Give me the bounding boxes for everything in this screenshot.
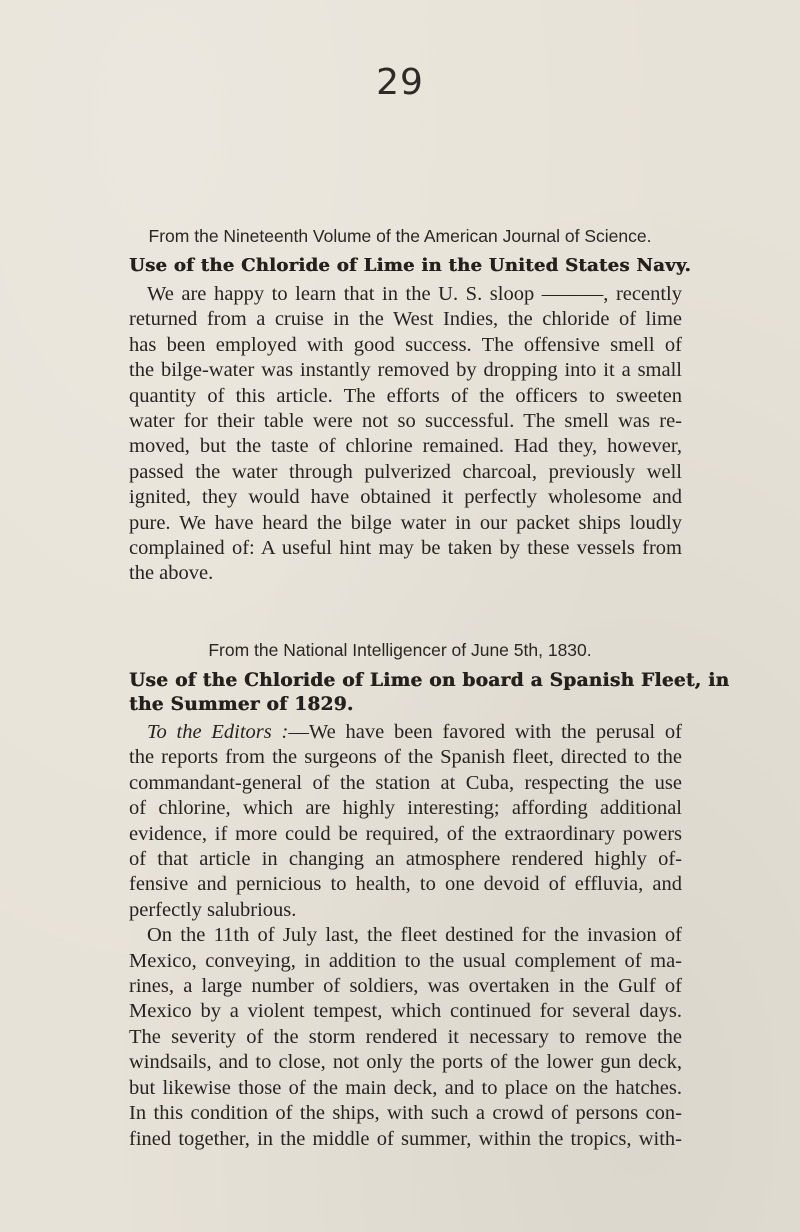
body-line: water for their table were not so successful. The smell was re- bbox=[129, 410, 682, 433]
page-number: 29 bbox=[376, 62, 424, 103]
body-line: fensive and pernicious to health, to one devoid of effluvia, and bbox=[129, 873, 682, 896]
body-line: fined together, in the middle of summer, within the tropics, with- bbox=[129, 1127, 682, 1150]
body-line bbox=[129, 720, 682, 745]
body-line: of chlorine, which are highly interesting; affording additional bbox=[129, 797, 682, 820]
body-line: We are happy to learn that in the U. S. sloop ———, recently bbox=[147, 283, 682, 305]
body-line: moved, but the taste of chlorine remained. Had they, however, bbox=[129, 435, 682, 458]
body-line: ignited, they would have obtained it perfectly wholesome and bbox=[129, 486, 682, 509]
body-line: the bilge-water was instantly removed by dropping into it a small bbox=[129, 359, 682, 382]
body-line: the above. bbox=[129, 562, 214, 585]
body-line: The severity of the storm rendered it necessary to remove the bbox=[129, 1025, 682, 1048]
body-line-text: —We have been favored with the perusal of bbox=[288, 721, 682, 743]
article-body-2 bbox=[129, 720, 682, 1152]
body-line: Mexico by a violent tempest, which continued for several days. bbox=[129, 1000, 682, 1023]
body-line: perfectly salubrious. bbox=[129, 898, 297, 921]
body-line: pure. We have heard the bilge water in our packet ships loudly bbox=[129, 511, 682, 534]
article-heading-2-line1: Use of the Chloride of Lime on board a Spanish Fleet, in bbox=[129, 670, 730, 691]
body-line: commandant-general of the station at Cuba, respecting the use bbox=[129, 771, 682, 794]
salutation: To the Editors : bbox=[147, 721, 289, 743]
article-heading-2-line2: the Summer of 1829. bbox=[129, 694, 354, 715]
body-line: complained of: A useful hint may be taken by these vessels from bbox=[129, 537, 682, 560]
body-line: returned from a cruise in the West Indies, the chloride of lime bbox=[129, 308, 682, 331]
body-line: rines, a large number of soldiers, was overtaken in the Gulf of bbox=[129, 975, 682, 998]
body-line: In this condition of the ships, with such a crowd of persons con- bbox=[129, 1102, 682, 1125]
body-line: windsails, and to close, not only the ports of the lower gun deck, bbox=[129, 1051, 682, 1074]
body-line: of that article in changing an atmosphere rendered highly of- bbox=[129, 848, 682, 871]
body-line: but likewise those of the main deck, and to place on the hatches. bbox=[129, 1076, 682, 1099]
body-line: evidence, if more could be required, of the extraordinary powers bbox=[129, 822, 682, 845]
body-line: the reports from the surgeons of the Spanish fleet, directed to the bbox=[129, 746, 682, 769]
article-body-1 bbox=[129, 282, 682, 587]
body-line: quantity of this article. The efforts of the officers to sweeten bbox=[129, 384, 682, 407]
source-citation-1: From the Nineteenth Volume of the American Journal of Science. bbox=[148, 226, 652, 246]
body-line: On the 11th of July last, the fleet destined for the invasion of bbox=[147, 924, 682, 947]
body-line: Mexico, conveying, in addition to the usual complement of ma- bbox=[129, 949, 682, 972]
source-citation-2: From the National Intelligencer of June 5th, 1830. bbox=[208, 640, 592, 660]
body-line: passed the water through pulverized charcoal, previously well bbox=[129, 460, 682, 483]
body-line: has been employed with good success. The offensive smell of bbox=[129, 333, 682, 356]
article-heading-1: Use of the Chloride of Lime in the United States Navy. bbox=[129, 255, 691, 276]
